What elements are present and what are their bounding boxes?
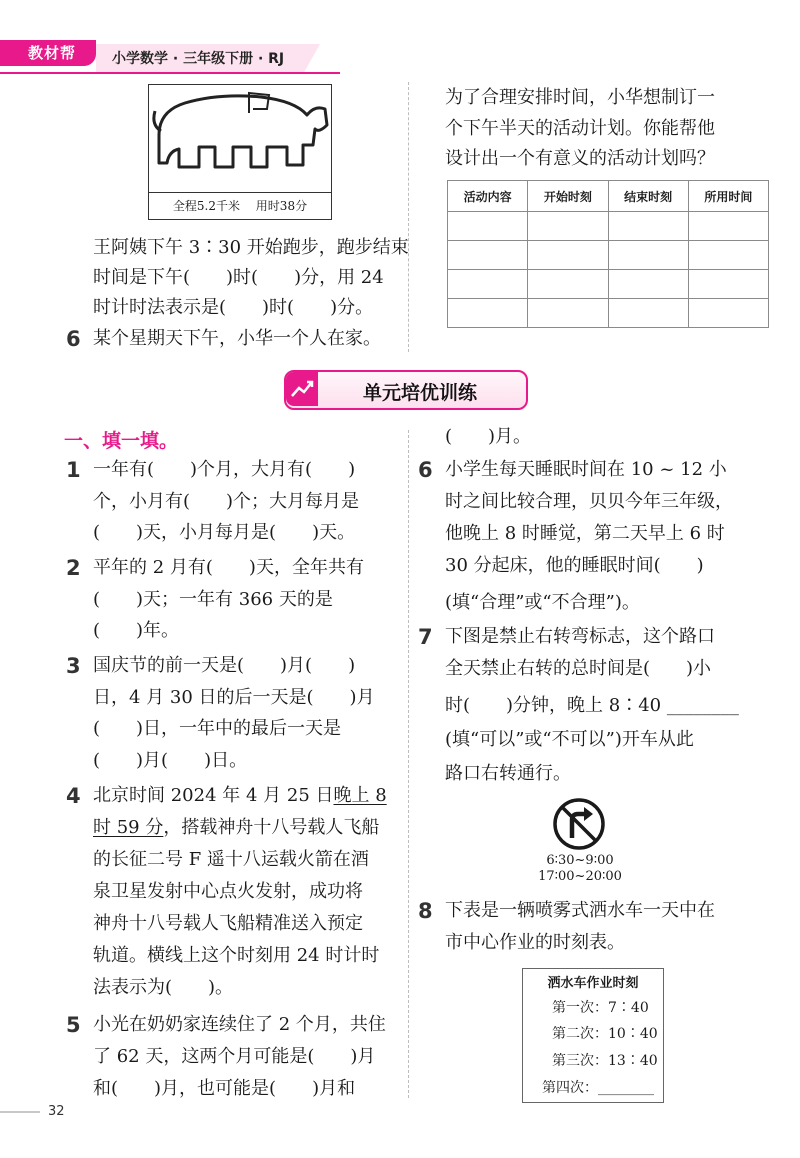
underlined-time: 晚上 8 (333, 785, 387, 806)
text-line: ( )天，小月每月是( )天。 (93, 522, 356, 543)
text-line: 30 分起床，他的睡眠时间( ) (445, 555, 704, 576)
header-underline (0, 72, 340, 74)
schedule-row: 第二次：10∶40 (552, 1026, 658, 1042)
underlined-time: 时 59 分 (93, 817, 164, 838)
table-cell[interactable] (528, 270, 608, 299)
question-number: 4 (66, 784, 81, 808)
header-tag: 教材帮 (0, 40, 96, 66)
text-line: ( )日，一年中的最后一天是 (93, 718, 342, 739)
column-divider-top (408, 82, 409, 352)
text-line: 下表是一辆喷雾式洒水车一天中在 (445, 900, 715, 921)
text-line: 下图是禁止右转弯标志，这个路口 (445, 626, 715, 647)
text-line: 泉卫星发射中心点火发射，成功将 (93, 881, 363, 902)
question-number: 2 (66, 556, 81, 580)
text-line: ( )天；一年有 366 天的是 (93, 589, 333, 610)
text-line: 一年有( )个月，大月有( ) (93, 459, 356, 480)
text-line: 法表示为( )。 (93, 977, 234, 998)
text-line (93, 818, 379, 838)
section-heading: 一、填一填。 (64, 430, 179, 452)
table-cell[interactable] (448, 299, 528, 328)
text-line: 小光在奶奶家连续住了 2 个月，共住 (93, 1014, 386, 1035)
table-cell[interactable] (448, 212, 528, 241)
sign-time-1: 6∶30~9∶00 (546, 853, 614, 868)
text-line: ( )月。 (445, 426, 532, 447)
table-cell[interactable] (448, 241, 528, 270)
text-line: 了 62 天，这两个月可能是( )月 (93, 1046, 376, 1067)
text-line: 时之间比较合理，贝贝今年三年级， (445, 491, 733, 512)
text-line (93, 786, 387, 806)
text-line: 平年的 2 月有( )天，全年共有 (93, 557, 364, 578)
table-cell[interactable] (528, 241, 608, 270)
text-line: 路口右转通行。 (445, 763, 571, 784)
no-right-turn-icon (553, 798, 605, 850)
page-number-line (0, 1111, 40, 1113)
schedule-row: 第三次：13∶40 (552, 1053, 658, 1069)
table-header: 所用时间 (688, 181, 768, 212)
text-line: 市中心作业的时刻表。 (445, 932, 625, 953)
table-cell[interactable] (608, 299, 688, 328)
question-number: 1 (66, 458, 81, 482)
table-cell[interactable] (608, 270, 688, 299)
text-line: 和( )月，也可能是( )月和 (93, 1078, 356, 1099)
text-line: 设计出一个有意义的活动计划吗？ (445, 148, 715, 169)
elephant-caption: 全程5.2千米 用时38分 (149, 192, 331, 220)
section-banner-title: 单元培优训练 (362, 382, 477, 404)
table-header: 活动内容 (448, 181, 528, 212)
table-header: 结束时刻 (608, 181, 688, 212)
question-number: 8 (418, 899, 433, 923)
text-line: 小学生每天睡眠时间在 10 ~ 12 小 (445, 459, 727, 480)
text-segment: 北京时间 2024 年 4 月 25 日 (93, 785, 334, 806)
page-number: 32 (48, 1104, 65, 1119)
sign-time-2: 17∶00~20∶00 (538, 869, 622, 884)
text-line: 时计时法表示是( )时( )分。 (93, 297, 374, 318)
text-line: 个下午半天的活动计划。你能帮他 (445, 118, 715, 139)
activity-plan-table (447, 180, 769, 328)
text-line: 王阿姨下午 3∶30 开始跑步，跑步结束 (93, 237, 409, 258)
text-line: 某个星期天下午，小华一个人在家。 (93, 328, 381, 349)
text-line: (填“可以”或“不可以”)开车从此 (445, 729, 694, 750)
text-line: (填“合理”或“不合理”)。 (445, 592, 640, 613)
text-line: 轨道。横线上这个时刻用 24 时计时 (93, 945, 380, 966)
question-number: 3 (66, 654, 81, 678)
text-line: 个，小月有( )个；大月每月是 (93, 491, 360, 512)
table-header: 开始时刻 (528, 181, 608, 212)
text-line: ( )月( )日。 (93, 750, 248, 771)
text-line: 他晚上 8 时睡觉，第二天早上 6 时 (445, 523, 725, 544)
table-cell[interactable] (448, 270, 528, 299)
text-line: 的长征二号 F 遥十八运载火箭在酒 (93, 849, 369, 870)
schedule-row: 第一次：7∶40 (552, 1000, 649, 1016)
column-divider-bottom (408, 430, 409, 1098)
table-cell[interactable] (688, 299, 768, 328)
text-line: 时( )分钟，晚上 8∶40 ________ (445, 695, 739, 716)
elephant-running-route-icon (149, 85, 330, 193)
question-number: 6 (418, 458, 433, 482)
text-line: 全天禁止右转的总时间是( )小 (445, 658, 712, 679)
text-segment: ，搭载神舟十八号载人飞船 (163, 817, 380, 838)
text-line: 日，4 月 30 日的后一天是( )月 (93, 687, 375, 708)
question-number: 5 (66, 1013, 81, 1037)
trend-up-icon (286, 372, 318, 406)
table-cell[interactable] (608, 241, 688, 270)
question-number: 7 (418, 625, 433, 649)
text-line: 时间是下午( )时( )分，用 24 (93, 267, 384, 288)
table-cell[interactable] (688, 212, 768, 241)
schedule-title: 洒水车作业时刻 (547, 976, 639, 991)
table-cell[interactable] (608, 212, 688, 241)
table-cell[interactable] (528, 212, 608, 241)
table-cell[interactable] (688, 270, 768, 299)
text-line: ( )年。 (93, 620, 180, 641)
text-line: 神舟十八号载人飞船精准送入预定 (93, 913, 363, 934)
table-cell[interactable] (688, 241, 768, 270)
question-number: 6 (66, 327, 81, 351)
table-cell[interactable] (528, 299, 608, 328)
schedule-row: 第四次：________ (542, 1080, 654, 1096)
text-line: 国庆节的前一天是( )月( ) (93, 655, 356, 676)
header-title: 小学数学 · 三年级下册 · RJ (112, 51, 285, 67)
text-line: 为了合理安排时间，小华想制订一 (445, 87, 715, 108)
